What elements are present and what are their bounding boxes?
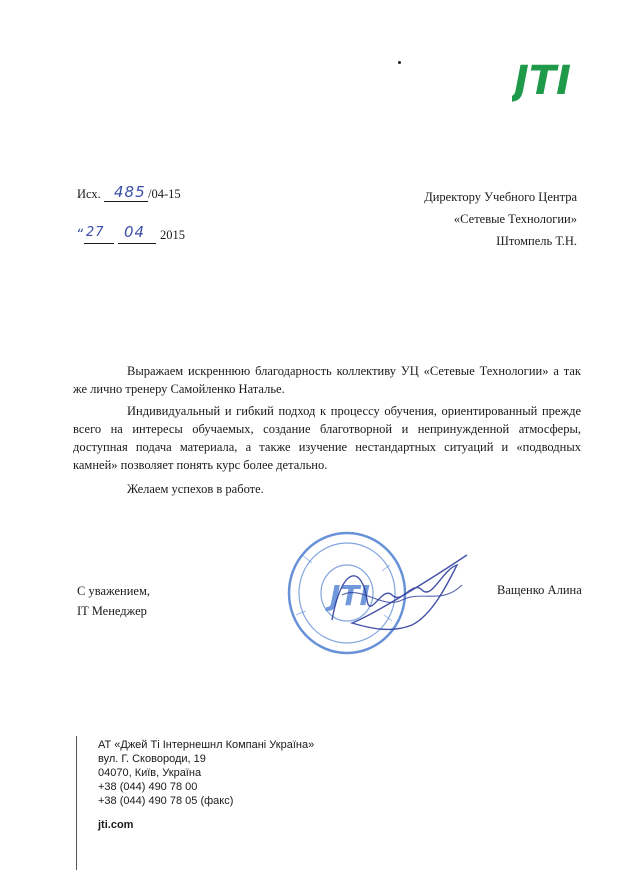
- reference-suffix: /04-15: [148, 187, 181, 201]
- footer-city: 04070, Київ, Україна: [98, 767, 202, 779]
- date-day-handwritten: 27: [86, 225, 105, 240]
- addressee-block: [424, 186, 577, 252]
- footer-fax: +38 (044) 490 78 05 (факс): [98, 795, 234, 807]
- reference-number-field: [104, 183, 148, 202]
- closing-block: [77, 581, 150, 621]
- footer-divider: [76, 736, 77, 870]
- company-stamp-signature: [272, 525, 482, 660]
- addressee-line-3: Штомпель Т.Н.: [496, 234, 577, 248]
- letter-body: [73, 362, 581, 504]
- jti-logo: [512, 52, 574, 102]
- closing-line-1: С уважением,: [77, 584, 150, 598]
- addressee-line-2: «Сетевые Технологии»: [453, 212, 577, 226]
- footer-address: [98, 738, 314, 832]
- date-month-field: [118, 223, 156, 244]
- date-month-handwritten: 04: [124, 223, 146, 241]
- body-paragraph-1: Выражаем искреннюю благодарность коллективу УЦ «Сетевые Технологии» а так же лично тренеру Самойленко Наталье.: [73, 364, 581, 396]
- closing-line-2: IT Менеджер: [77, 604, 147, 618]
- svg-text:JTI: JTI: [330, 579, 370, 612]
- footer-website[interactable]: jti.com: [98, 819, 134, 831]
- date-year: 2015: [160, 228, 185, 242]
- footer-phone: +38 (044) 490 78 00: [98, 781, 198, 793]
- reference-prefix: Исх.: [77, 187, 101, 201]
- body-paragraph-2: Индивидуальный и гибкий подход к процессу обучения, ориентированный прежде всего на интересы обучаемых, создание благотворной и непринужденной атмосферы, доступная подача материала, а также изучение нестандартных ситуаций и «подводных камней» позволяет понять курс более детально.: [73, 404, 581, 472]
- body-paragraph-3: Желаем успехов в работе.: [127, 482, 264, 496]
- date-open-quote: “: [76, 227, 84, 243]
- signer-name: Ващенко Алина: [497, 583, 582, 597]
- addressee-line-1: Директору Учебного Центра: [424, 190, 577, 204]
- footer-street: вул. Г. Сковороди, 19: [98, 753, 206, 765]
- date-day-field: [84, 225, 114, 244]
- reference-number-handwritten: 485: [114, 183, 146, 201]
- scan-dot: [398, 61, 401, 64]
- footer-company: АТ «Джей Ті Інтернешнл Компані Україна»: [98, 739, 315, 751]
- jti-logo-text: JTI: [514, 58, 572, 102]
